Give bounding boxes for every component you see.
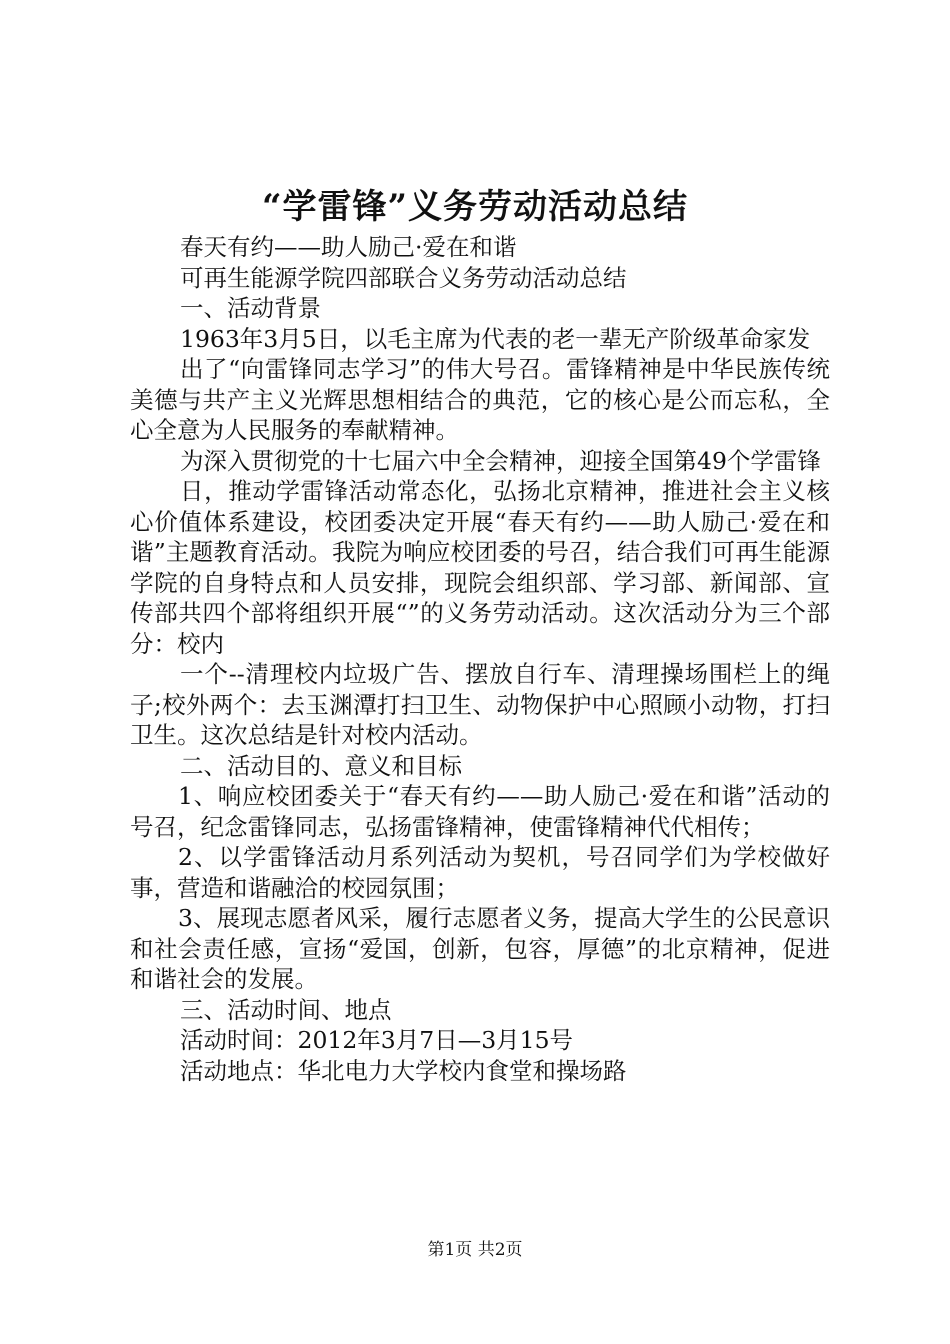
section-heading: 二、活动目的、意义和目标 (180, 751, 462, 780)
paragraph: 一个--清理校内垃圾广告、摆放自行车、清理操场围栏上的绳子;校外两个：去玉渊潭打扫卫生、动物保护中心照顾小动物，打扫卫生。这次总结是针对校内活动。 (130, 660, 830, 749)
list-item: 3、展现志愿者风采，履行志愿者义务，提高大学生的公民意识和社会责任感，宣扬“爱国，创新，包容，厚德”的北京精神，促进和谐社会的发展。 (130, 904, 830, 993)
list-item: 1、响应校团委关于“春天有约——助人励己·爱在和谐”活动的号召，纪念雷锋同志，弘扬雷锋精神，使雷锋精神代代相传； (130, 782, 830, 841)
page-number: 第1页 共2页 (427, 1240, 523, 1260)
list-item: 2、以学雷锋活动月系列活动为契机，号召同学们为学校做好事，营造和谐融洽的校园氛围； (130, 843, 830, 902)
subtitle-line: 春天有约——助人励己·爱在和谐 (180, 233, 517, 261)
paragraph: 活动时间：2012年3月7日—3月15号 (180, 1026, 574, 1054)
paragraph: 日，推动学雷锋活动常态化，弘扬北京精神，推进社会主义核心价值体系建设，校团委决定开展“春天有约——助人励己·爱在和谐”主题教育活动。我院为响应校团委的号召，结合我们可再生能源学院的自身特点和人员安排，现院会组织部、学习部、新闻部、宣传部共四个部将组织开展“”的义务劳动活动。这次活动分为三个部分：校内 (130, 477, 830, 658)
section-heading: 一、活动背景 (180, 294, 321, 322)
paragraph: 为深入贯彻党的十七届六中全会精神，迎接全国第49个学雷锋 (180, 446, 821, 475)
paragraph: 活动地点：华北电力大学校内食堂和操场路 (180, 1056, 627, 1085)
subtitle-line: 可再生能源学院四部联合义务劳动活动总结 (180, 263, 627, 292)
document-body (130, 232, 830, 1086)
document-title: “学雷锋”义务劳动活动总结 (261, 187, 689, 227)
section-heading: 三、活动时间、地点 (180, 995, 392, 1024)
paragraph: 1963年3月5日，以毛主席为代表的老一辈无产阶级革命家发 (180, 324, 811, 353)
paragraph: 出了“向雷锋同志学习”的伟大号召。雷锋精神是中华民族传统美德与共产主义光辉思想相结合的典范，它的核心是公而忘私，全心全意为人民服务的奉献精神。 (130, 355, 830, 444)
